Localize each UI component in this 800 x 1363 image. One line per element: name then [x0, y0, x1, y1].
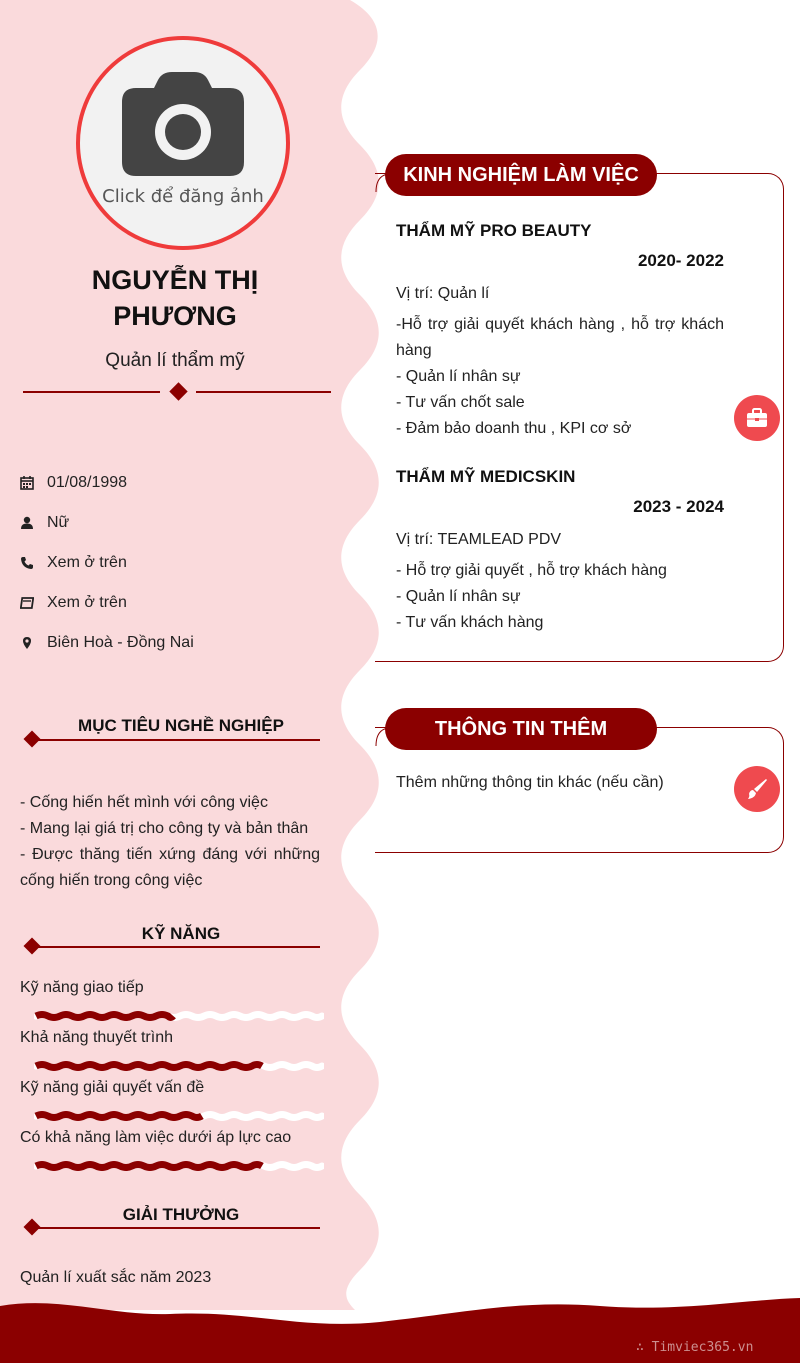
address-row — [20, 633, 194, 653]
skill-bar-fill — [36, 1115, 202, 1118]
paintbrush-icon — [746, 778, 768, 800]
photo-upload-hint: Click để đăng ảnh — [102, 186, 264, 207]
birthday-row — [20, 473, 127, 493]
experience-heading: KINH NGHIỆM LÀM VIỆC — [385, 154, 657, 196]
objective-line: - Được thăng tiến xứng đáng với những cống hiến trong công việc — [20, 846, 320, 889]
skill-name: Kỹ năng giải quyết vấn đề — [20, 1079, 205, 1096]
skill-name: Khả năng thuyết trình — [20, 1029, 173, 1046]
calendar-icon — [20, 475, 46, 491]
name-line-2: PHƯƠNG — [113, 301, 237, 331]
job-duty: - Hỗ trợ giải quyết , hỗ trợ khách hàng — [396, 562, 667, 579]
skill-bar — [34, 1108, 324, 1124]
objective-heading-label: MỤC TIÊU NGHỀ NGHIỆP — [78, 716, 284, 735]
objective-heading — [20, 716, 322, 750]
job-title: Quản lí thẩm mỹ — [105, 350, 245, 371]
additional-heading: THÔNG TIN THÊM — [385, 708, 657, 750]
company-name: THẨM MỸ MEDICSKIN — [396, 467, 576, 486]
company-name: THẨM MỸ PRO BEAUTY — [396, 221, 592, 240]
skill-bar — [34, 1058, 324, 1074]
profile-photo[interactable] — [76, 36, 290, 250]
job-duty: -Hỗ trợ giải quyết khách hàng , hỗ trợ khách hàng — [396, 316, 724, 359]
job-period: 2023 - 2024 — [633, 497, 724, 516]
phone-icon — [20, 555, 46, 571]
gender-value: Nữ — [47, 514, 70, 531]
job-duty: - Tư vấn khách hàng — [396, 614, 544, 631]
skill-bar — [34, 1158, 324, 1174]
job-details — [396, 281, 724, 442]
footer-brand: ∴ Timviec365.vn — [636, 1340, 754, 1355]
objective-line: - Mang lại giá trị cho công ty và bản thân — [20, 820, 309, 837]
envelope-icon — [20, 595, 46, 611]
name-line-1: NGUYỄN THỊ — [91, 265, 259, 295]
awards-heading-label: GIẢI THƯỞNG — [122, 1205, 240, 1224]
email-value: Xem ở trên — [47, 594, 127, 611]
job-position: Vị trí: TEAMLEAD PDV — [396, 531, 562, 548]
job-period: 2020- 2022 — [637, 251, 724, 270]
objective-text — [20, 790, 320, 894]
skill-bar-fill — [36, 1065, 262, 1068]
awards-heading — [20, 1205, 322, 1239]
job-position: Vị trí: Quản lí — [396, 285, 490, 302]
gender-row — [20, 513, 69, 533]
experience-badge — [734, 395, 780, 441]
additional-badge — [734, 766, 780, 812]
award-item: Quản lí xuất sắc năm 2023 — [20, 1269, 212, 1286]
job-duty: - Tư vấn chốt sale — [396, 394, 525, 411]
job-duty: - Đảm bảo doanh thu , KPI cơ sở — [396, 420, 632, 437]
address-value: Biên Hoà - Đồng Nai — [47, 634, 194, 651]
skill-bar-fill — [36, 1165, 262, 1168]
name-divider — [20, 382, 332, 402]
candidate-name — [20, 262, 330, 334]
user-icon — [20, 515, 46, 531]
objective-line: - Cống hiến hết mình với công việc — [20, 794, 268, 811]
additional-text: Thêm những thông tin khác (nếu cần) — [396, 774, 664, 791]
phone-row — [20, 553, 127, 573]
job-duty: - Quản lí nhân sự — [396, 588, 521, 605]
birthday-value: 01/08/1998 — [47, 474, 128, 491]
skill-bar-fill — [36, 1015, 173, 1018]
briefcase-icon — [746, 408, 768, 428]
job-duty: - Quản lí nhân sự — [396, 368, 521, 385]
skill-name: Kỹ năng giao tiếp — [20, 979, 144, 996]
phone-value: Xem ở trên — [47, 554, 127, 571]
skill-bar — [34, 1008, 324, 1024]
skills-heading — [20, 924, 322, 958]
map-pin-icon — [20, 635, 46, 651]
email-row — [20, 593, 127, 613]
skill-name: Có khả năng làm việc dưới áp lực cao — [20, 1129, 292, 1146]
skills-heading-label: KỸ NĂNG — [141, 924, 221, 943]
job-details — [396, 527, 724, 636]
camera-icon — [120, 70, 246, 178]
